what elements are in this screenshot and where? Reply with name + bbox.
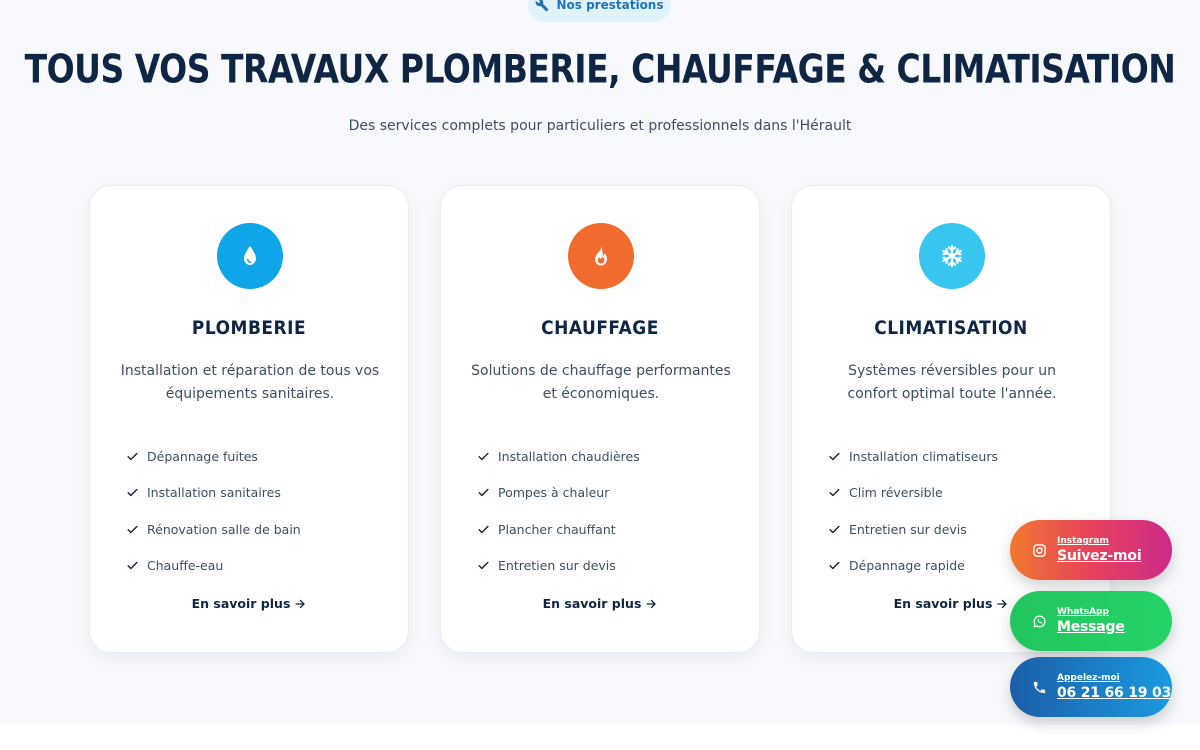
feature-item: Installation climatiseurs [828,438,998,475]
check-icon [477,523,490,536]
fab-caption: WhatsApp [1057,607,1109,617]
whatsapp-icon [1032,614,1047,629]
service-card-plomberie [89,185,409,653]
feature-item: Rénovation salle de bain [126,511,301,548]
check-icon [126,559,139,572]
service-icon-circle [217,223,283,289]
service-icon-circle [919,223,985,289]
next-section-edge [0,725,1200,750]
learn-more-link[interactable]: En savoir plus [90,596,408,611]
arrow-right-icon [996,598,1008,610]
check-icon [126,450,139,463]
learn-more-link[interactable]: En savoir plus [792,596,1110,611]
fab-caption: Instagram [1057,536,1109,546]
service-description: Systèmes réversibles pour un confort optimal toute l'année. [847,363,1057,402]
whatsapp-button[interactable] [1010,591,1172,651]
feature-item: Clim réversible [828,475,998,512]
arrow-right-icon [645,598,657,610]
feature-item: Pompes à chaleur [477,475,640,512]
learn-more-link[interactable]: En savoir plus [441,596,759,611]
page-title: TOUS VOS TRAVAUX PLOMBERIE, CHAUFFAGE & CLIMATISATION [24,46,1176,93]
check-icon [828,523,841,536]
fab-label: 06 21 66 19 03 [1057,685,1172,701]
check-icon [126,523,139,536]
service-description: Solutions de chauffage performantes et économiques. [471,363,731,402]
check-icon [828,559,841,572]
service-title: CLIMATISATION [874,317,1028,340]
check-icon [126,486,139,499]
feature-item: Entretien sur devis [477,548,640,585]
wrench-icon [535,0,549,12]
badge-label: Nos prestations [556,0,664,12]
phone-icon [1032,680,1047,695]
feature-item: Entretien sur devis [828,511,998,548]
check-icon [828,486,841,499]
instagram-icon [1032,543,1047,558]
snowflake-icon [940,244,964,268]
fab-caption: Appelez-moi [1057,673,1120,683]
feature-list [126,438,301,584]
check-icon [477,559,490,572]
feature-item: Dépannage fuites [126,438,301,475]
service-description: Installation et réparation de tous vos équipements sanitaires. [120,363,380,402]
section-badge [528,0,671,22]
check-icon [828,450,841,463]
feature-item: Plancher chauffant [477,511,640,548]
feature-item: Dépannage rapide [828,548,998,585]
service-card-chauffage [440,185,760,653]
flame-icon [589,244,613,268]
phone-button[interactable] [1010,657,1172,717]
feature-list [477,438,640,584]
water-drop-icon [238,244,262,268]
service-card-climatisation [791,185,1111,653]
feature-item: Installation sanitaires [126,475,301,512]
feature-item: Installation chaudières [477,438,640,475]
feature-list [828,438,998,584]
fab-label: Suivez-moi [1057,548,1142,564]
service-icon-circle [568,223,634,289]
check-icon [477,450,490,463]
check-icon [477,486,490,499]
fab-label: Message [1057,619,1125,635]
service-title: CHAUFFAGE [541,317,659,340]
feature-item: Chauffe-eau [126,548,301,585]
instagram-button[interactable] [1010,520,1172,580]
page-subtitle: Des services complets pour particuliers et professionnels dans l'Hérault [348,118,852,134]
service-title: PLOMBERIE [191,317,307,340]
arrow-right-icon [294,598,306,610]
